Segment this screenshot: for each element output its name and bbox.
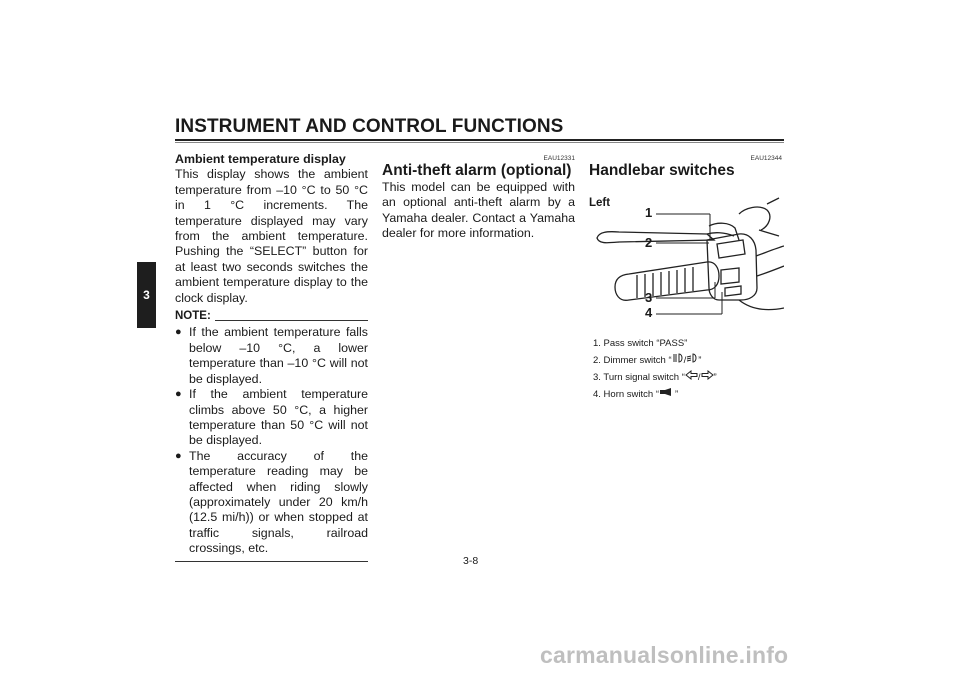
callout-4: 4	[645, 305, 653, 320]
caption-pass-switch: 1. Pass switch “PASS”	[593, 338, 688, 349]
note-end-rule	[175, 561, 368, 562]
note-item-text: If the ambient temperature falls below –10 °C, a lower temperature than –10 °C will not be displayed.	[189, 325, 368, 386]
page-number: 3-8	[463, 555, 479, 567]
callout-3: 3	[645, 290, 653, 305]
callout-2: 2	[645, 235, 653, 250]
bullet-icon: ●	[175, 449, 182, 462]
ambient-temperature-section	[175, 152, 368, 562]
caption-text: 2. Dimmer switch “	[593, 355, 672, 366]
caption-quote: ”	[698, 355, 702, 366]
horn-icon	[659, 387, 675, 397]
caption-text: 4. Horn switch “	[593, 389, 659, 400]
note-item-text: If the ambient temperature climbs above 50 °C, a higher temperature than 50 °C will not be displayed.	[189, 387, 368, 448]
section-code: EAU12344	[750, 155, 782, 162]
note-item	[175, 387, 368, 449]
anti-theft-body: This model can be equipped with an optional anti-theft alarm by a Yamaha dealer. Contact a Yamaha dealer for more information.	[382, 180, 575, 241]
handlebar-illustration	[589, 196, 784, 326]
caption-text: 3. Turn signal switch “	[593, 372, 685, 383]
note-item-text: The accuracy of the temperature reading may be affected when riding slowly (approximately under 20 km/h (12.5 mi/h)) or when stopped at traffic signals, railroad crossings, etc.	[189, 448, 368, 556]
handlebar-switches-title: Handlebar switches	[589, 162, 735, 179]
page-header-title: INSTRUMENT AND CONTROL FUNCTIONS	[175, 116, 564, 137]
ambient-temperature-body: This display shows the ambient temperature from –10 °C to 50 °C in 1 °C increments. The temperature displayed may vary from the ambient temperature. Pushing the “SELECT” button for at least two seconds switches the ambient temperature display to the clock display.	[175, 167, 368, 305]
note-list	[175, 325, 368, 556]
left-side-label: Left	[589, 197, 611, 209]
caption-quote: ”	[713, 372, 717, 383]
right-arrow-icon	[701, 370, 714, 380]
caption-turn-signal-switch	[593, 369, 717, 386]
note-rule	[215, 320, 368, 321]
caption-slash: /	[683, 355, 687, 366]
bullet-icon: ●	[175, 326, 182, 339]
caption-horn-switch	[593, 386, 717, 403]
left-arrow-icon	[685, 370, 698, 380]
header-rule-thin	[175, 142, 784, 143]
caption-quote: ”	[675, 389, 679, 400]
bullet-icon: ●	[175, 388, 182, 401]
callout-1: 1	[645, 205, 653, 220]
section-code: EAU12331	[543, 155, 575, 162]
caption-slash: /	[697, 372, 701, 383]
header-rule	[175, 139, 784, 141]
anti-theft-section	[382, 151, 575, 242]
diagram-captions	[593, 335, 717, 403]
note-item	[175, 449, 368, 557]
note-item	[175, 325, 368, 387]
note-header	[175, 309, 368, 324]
site-watermark: carmanualsonline.info	[540, 642, 789, 668]
ambient-temperature-subheading: Ambient temperature display	[175, 152, 346, 166]
handlebar-diagram	[589, 196, 784, 326]
chapter-tab: 3	[137, 262, 156, 328]
high-beam-icon	[672, 353, 684, 363]
caption-dimmer-switch	[593, 352, 717, 369]
note-label: NOTE:	[175, 310, 211, 323]
low-beam-icon	[686, 353, 698, 363]
anti-theft-title: Anti-theft alarm (optional)	[382, 162, 572, 179]
